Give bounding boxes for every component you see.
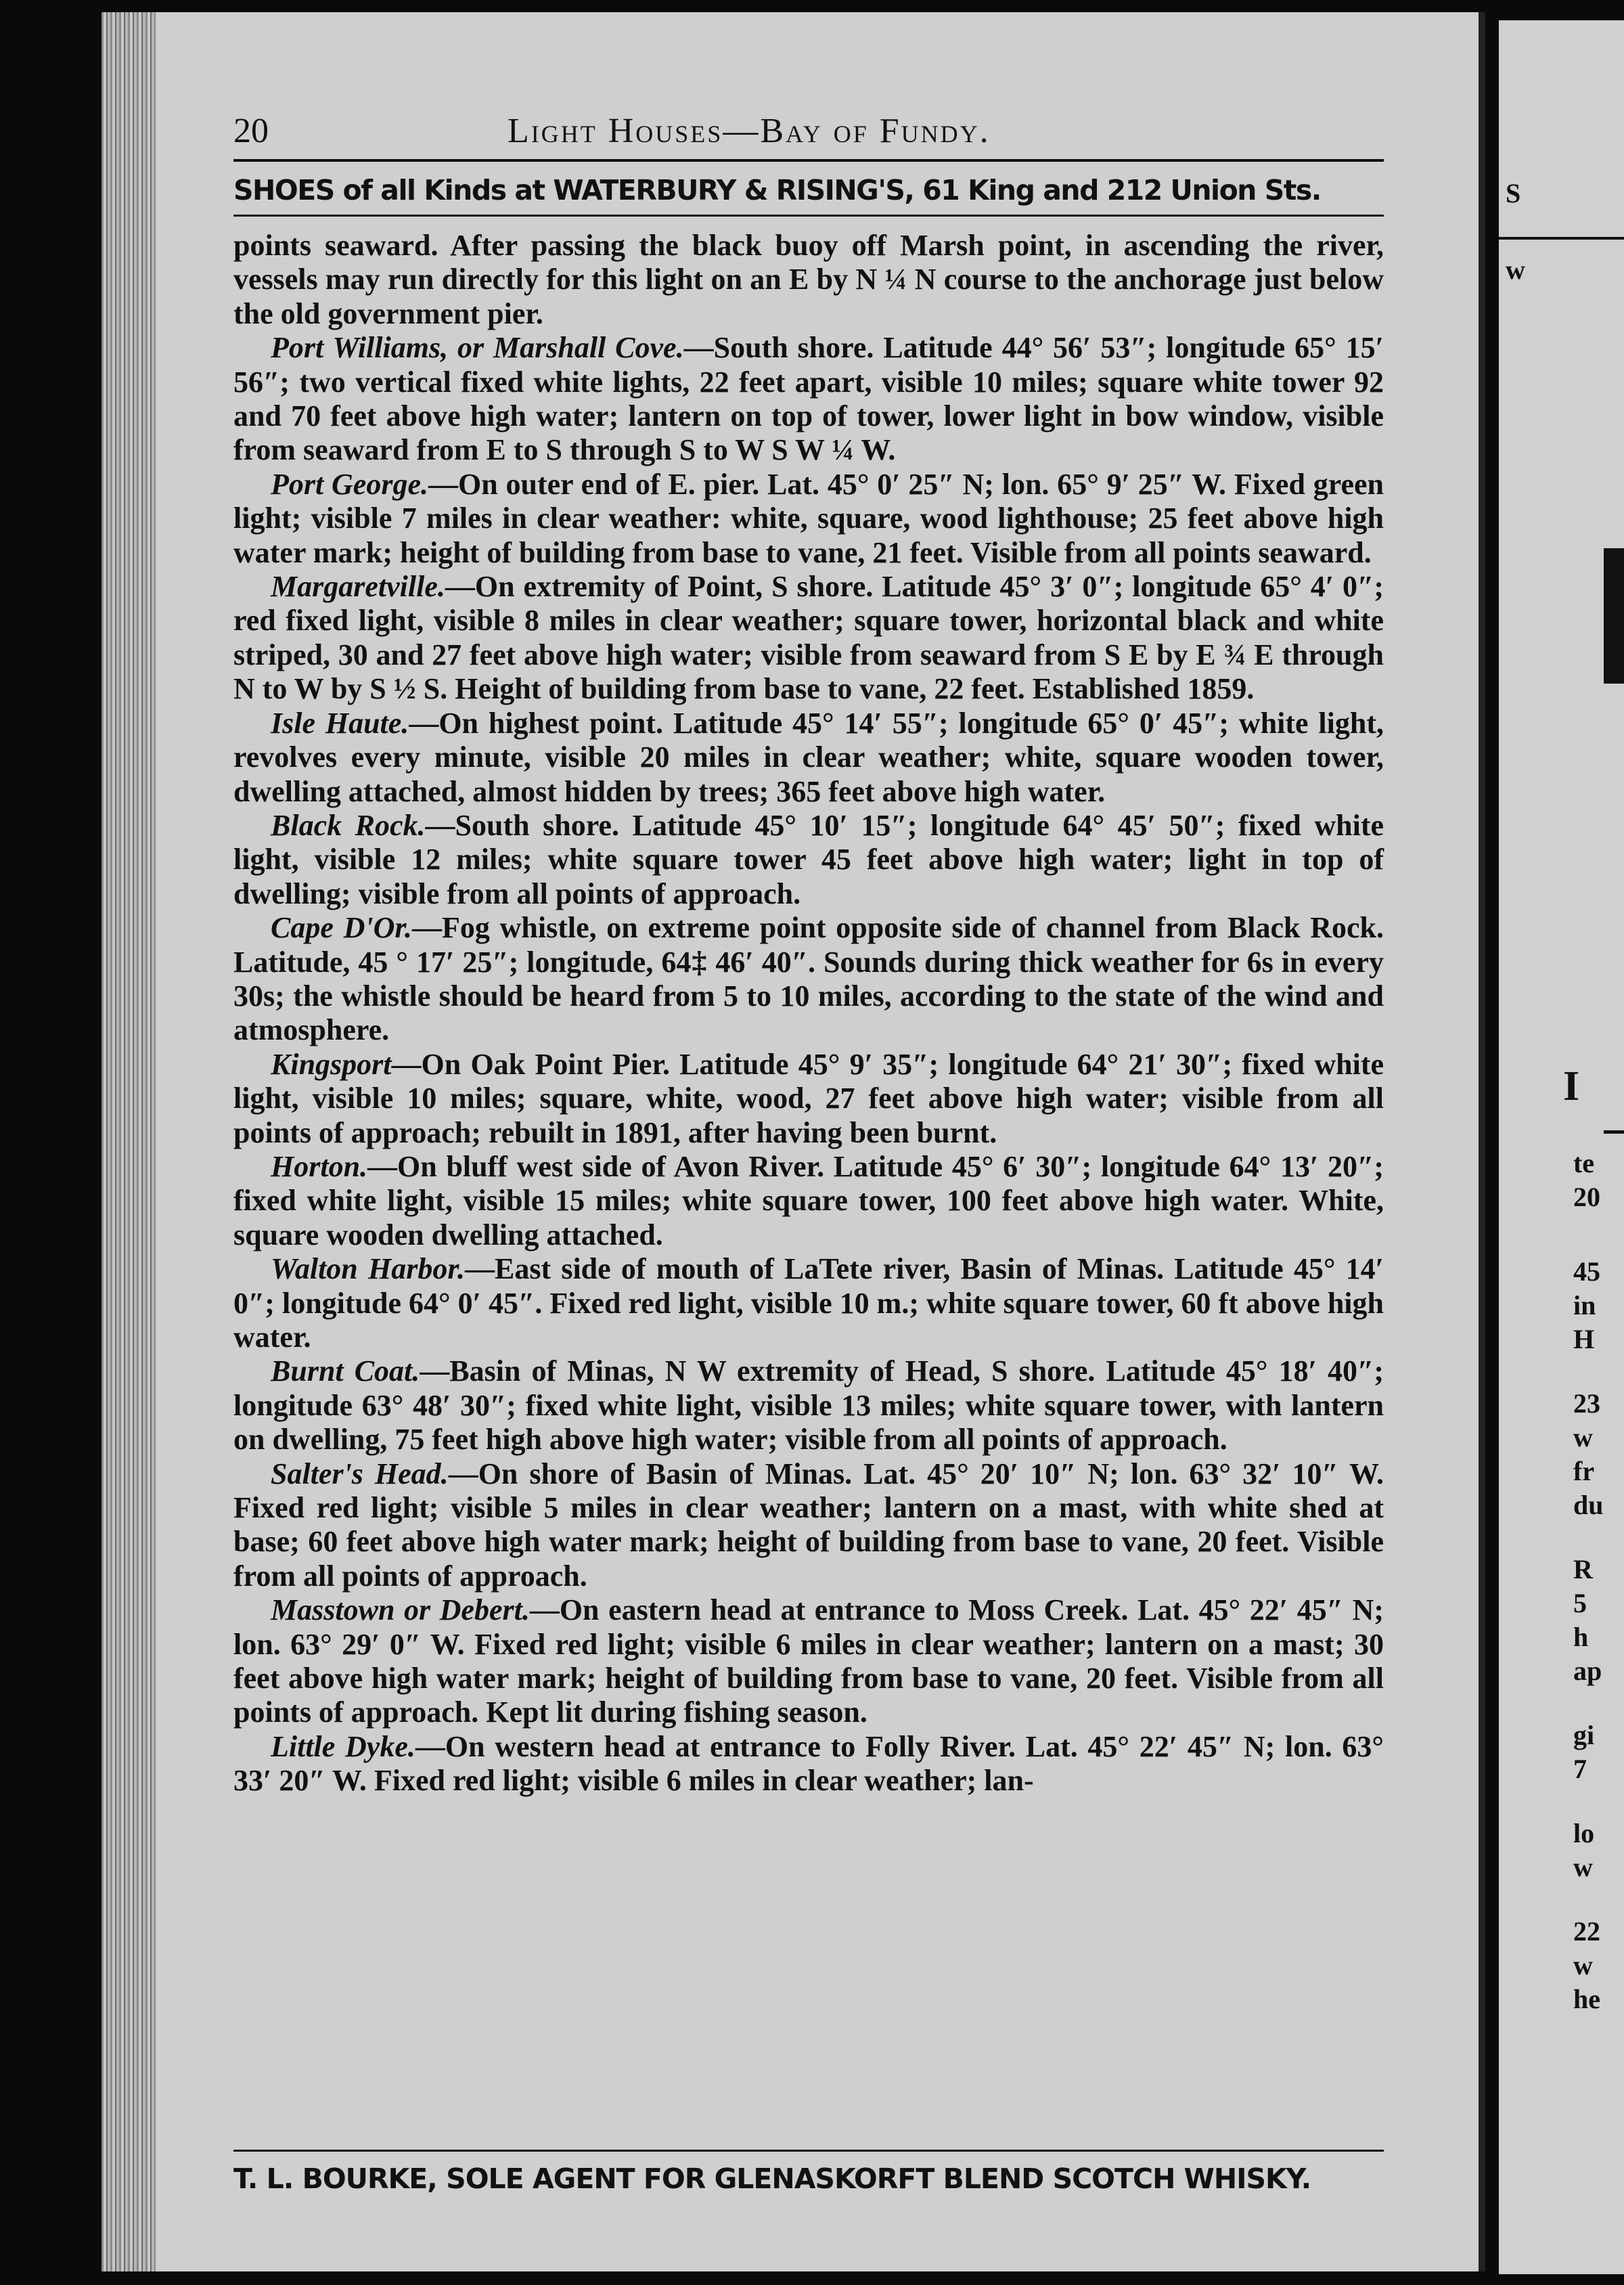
- lighthouse-entry: [233, 707, 1384, 809]
- divider: [1604, 1130, 1624, 1134]
- bottom-advertisement: [233, 2139, 1384, 2195]
- next-page-text: 7: [1573, 1754, 1587, 1784]
- entry-name: Margaretville.: [271, 570, 445, 604]
- entry-name: Masstown or Debert.: [271, 1593, 530, 1627]
- entry-name: Kingsport: [271, 1047, 392, 1081]
- next-page-text: 5: [1573, 1588, 1587, 1618]
- entry-text: —On Oak Point Pier. Latitude 45° 9′ 35″; longitude 64° 21′ 30″; fixed white light, visible 10 miles; square, white, wood, 27 feet above high water; visible from all points of approach; rebuilt in 1891, after having been burnt.: [233, 1047, 1384, 1149]
- next-page-text: ap: [1573, 1656, 1602, 1686]
- next-page-text: 22: [1573, 1916, 1600, 1947]
- lighthouse-entry: [233, 1730, 1384, 1798]
- entry-text: —Basin of Minas, N W extremity of Head, S shore. Latitude 45° 18′ 40″; longitude 63° 48′ 30″; fixed white light, visible 13 miles; white square tower, with lantern on dwelling, 75 feet high above high water; visible from all points of approach.: [233, 1354, 1384, 1457]
- next-page-text: fr: [1573, 1456, 1595, 1486]
- page-number: 20: [233, 112, 269, 150]
- entry-name: Black Rock.: [271, 808, 426, 842]
- entry-name: Port Williams, or Marshall Cove.: [271, 331, 684, 365]
- next-page-text: w: [1573, 1852, 1593, 1882]
- entry-text: —South shore. Latitude 45° 10′ 15″; longitude 64° 45′ 50″; fixed white light, visible 12 miles; white square tower 45 feet above high water; light in top of dwelling; visible from all points of approach.: [233, 808, 1384, 910]
- entry-text: —On highest point. Latitude 45° 14′ 55″; longitude 65° 0′ 45″; white light, revolves every minute, visible 20 miles in clear weather; white, square wooden tower, dwelling attached, almost hidden by trees; 365 feet above high water.: [233, 706, 1384, 808]
- entry-name: Burnt Coat.: [271, 1354, 420, 1388]
- next-page-fragment: [1499, 20, 1624, 2274]
- next-page-text: he: [1573, 1984, 1600, 2014]
- entry-text: —On eastern head at entrance to Moss Creek. Lat. 45° 22′ 45″ N; lon. 63° 29′ 0″ W. Fixed red light; visible 6 miles in clear weather; lantern on a mast; 30 feet above high water mark; height of building from base to vane, 20 feet. Visible from all points of approach. Kept lit during fishing season.: [233, 1593, 1384, 1729]
- lighthouse-entry: [233, 1252, 1384, 1354]
- top-advertisement: SHOES of all Kinds at WATERBURY & RISING'S, 61 King and 212 Union Sts.: [233, 174, 1321, 206]
- next-page-glyph: [1604, 548, 1624, 684]
- entry-name: Horton.: [271, 1149, 368, 1183]
- next-page-text: du: [1573, 1490, 1604, 1520]
- entry-name: Walton Harbor.: [271, 1252, 466, 1286]
- next-page-text: lo: [1573, 1818, 1595, 1848]
- entry-text: —East side of mouth of LaTete river, Basin of Minas. Latitude 45° 14′ 0″; longitude 64° 0′ 45″. Fixed red light, visible 10 m.; white square tower, 60 ft above high water.: [233, 1252, 1384, 1354]
- next-page-text: 45: [1573, 1256, 1600, 1287]
- lighthouse-entry: [233, 1048, 1384, 1150]
- lighthouse-entry: [233, 468, 1384, 570]
- entry-text: —Fog whistle, on extreme point opposite side of channel from Black Rock. Latitude, 45 ° 17′ 25″; longitude, 64‡ 46′ 40″. Sounds during thick weather for 6s in every 30s; the whistle should be heard from 5 to 10 miles, according to the state of the wind and atmosphere.: [233, 911, 1384, 1047]
- page-title: Light Houses—Bay of Fundy.: [508, 112, 991, 150]
- lighthouse-entry: [233, 911, 1384, 1048]
- next-page-text: R: [1573, 1554, 1593, 1584]
- next-page-text: w: [1506, 254, 1525, 285]
- entry-text: —On outer end of E. pier. Lat. 45° 0′ 25″ N; lon. 65° 9′ 25″ W. Fixed green light; visible 7 miles in clear weather: white, square, wood lighthouse; 25 feet above high water mark; height of building from base to vane, 21 feet. Visible from all points seaward.: [233, 467, 1384, 569]
- entry-text: —On western head at entrance to Folly River. Lat. 45° 22′ 45″ N; lon. 63° 33′ 20″ W. Fixed red light; visible 6 miles in clear weather; lan-: [233, 1729, 1384, 1798]
- entry-text: —South shore. Latitude 44° 56′ 53″; longitude 65° 15′ 56″; two vertical fixed white lights, 22 feet apart, visible 10 miles; square white tower 92 and 70 feet above high water; lantern on top of tower, lower light in bow window, visible from seaward from E to S through S to W S W ¼ W.: [233, 331, 1384, 467]
- lighthouse-entry: [233, 1150, 1384, 1252]
- bottom-advertisement-text: T. L. BOURKE, SOLE AGENT FOR GLENASKORFT BLEND SCOTCH WHISKY.: [233, 2162, 1311, 2195]
- page-edge: [102, 12, 156, 2271]
- next-page-text: h: [1573, 1622, 1589, 1652]
- next-page-text: w: [1573, 1422, 1593, 1452]
- next-page-text: 23: [1573, 1388, 1600, 1419]
- next-page-text: I: [1563, 1063, 1580, 1109]
- next-page-text: te: [1573, 1148, 1595, 1178]
- next-page-text: in: [1573, 1290, 1596, 1321]
- entry-name: Little Dyke.: [271, 1729, 415, 1763]
- entry-name: Isle Haute.: [271, 706, 409, 740]
- lighthouse-entry: [233, 1354, 1384, 1457]
- entry-name: Cape D'Or.: [271, 911, 413, 945]
- lighthouse-entry: [233, 331, 1384, 468]
- entry-text: —On shore of Basin of Minas. Lat. 45° 20′ 10″ N; lon. 63° 32′ 10″ W. Fixed red light; visible 5 miles in clear weather; lantern on a mast, with white shed at base; 60 feet above high water mark; height of building from base to vane, 20 feet. Visible from all points of approach.: [233, 1457, 1384, 1593]
- entry-text: —On extremity of Point, S shore. Latitude 45° 3′ 0″; longitude 65° 4′ 0″; red fixed light, visible 8 miles in clear weather; square tower, horizontal black and white striped, 30 and 27 feet above high water; visible from seaward from S E by E ¾ E through N to W by S ½ S. Height of building from base to vane, 22 feet. Established 1859.: [233, 570, 1384, 706]
- lighthouse-entry: [233, 570, 1384, 707]
- footer-rule: [233, 2150, 1384, 2152]
- next-page-text: H: [1573, 1324, 1595, 1354]
- body-text: [233, 229, 1384, 1798]
- next-page-text: S: [1506, 178, 1521, 208]
- next-page-text: w: [1573, 1950, 1593, 1980]
- next-page-text: 20: [1573, 1182, 1600, 1212]
- entry-text: —On bluff west side of Avon River. Latitude 45° 6′ 30″; longitude 64° 13′ 20″; fixed white light, visible 15 miles; white square tower, 100 feet above high water. White, square wooden dwelling attached.: [233, 1149, 1384, 1251]
- running-header: [233, 102, 1384, 159]
- lighthouse-entry: [233, 809, 1384, 911]
- page-content: [233, 102, 1384, 2195]
- next-page-text: gi: [1573, 1720, 1595, 1750]
- divider: [1499, 237, 1624, 240]
- lighthouse-entry: [233, 1593, 1384, 1730]
- intro-paragraph: points seaward. After passing the black buoy off Marsh point, in ascending the river, vessels may run directly for this light on an E by N ¼ N course to the anchorage just below the old government pier.: [233, 229, 1384, 330]
- lighthouse-entry: [233, 1457, 1384, 1594]
- entry-name: Salter's Head.: [271, 1457, 449, 1490]
- entry-name: Port George.: [271, 467, 428, 501]
- advertisement-rule: [233, 215, 1384, 217]
